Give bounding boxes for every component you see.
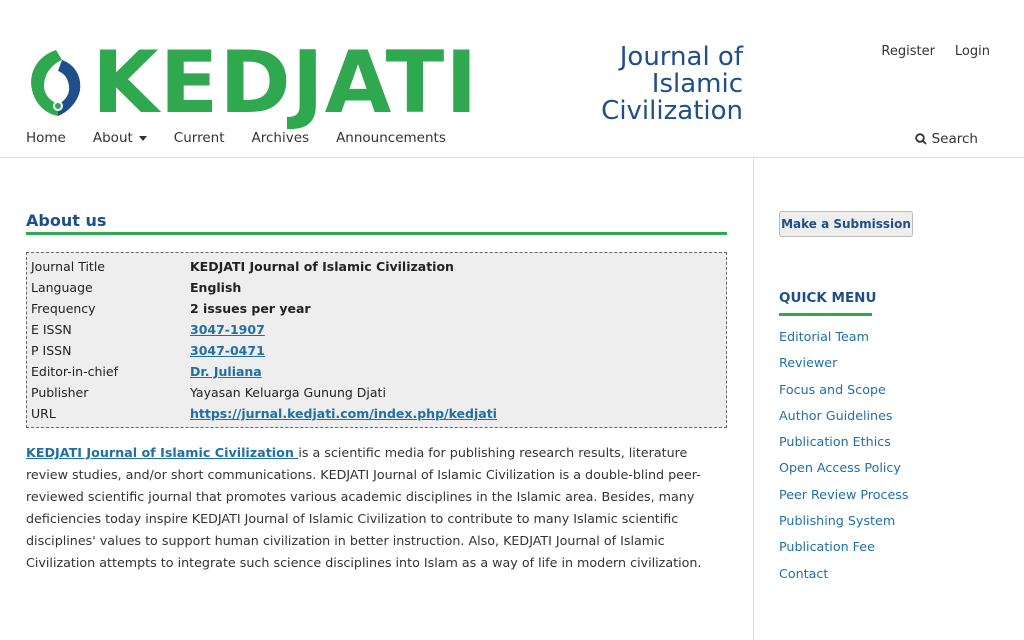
info-row: [27, 298, 726, 319]
info-row: [27, 319, 726, 340]
primary-nav: [26, 130, 446, 146]
info-row: [27, 361, 726, 382]
quick-menu-divider: [779, 313, 872, 316]
quick-menu-list: [779, 329, 909, 592]
journal-url-link[interactable]: https://jurnal.kedjati.com/index.php/kedjati: [190, 406, 497, 421]
search-label: Search: [931, 131, 978, 147]
site-header: [0, 0, 1024, 158]
user-nav: [881, 44, 990, 59]
site-logo[interactable]: [26, 33, 479, 133]
info-label: Language: [31, 280, 93, 295]
search-link[interactable]: [915, 131, 978, 147]
info-value: Yayasan Keluarga Gunung Djati: [190, 385, 386, 400]
nav-about[interactable]: [93, 130, 147, 146]
info-value: 2 issues per year: [190, 301, 311, 316]
quick-menu-item[interactable]: Editorial Team: [779, 329, 869, 344]
info-label: URL: [31, 406, 56, 421]
nav-archives[interactable]: Archives: [251, 130, 310, 146]
logo-mark-icon: [26, 46, 86, 120]
journal-info-table: [26, 252, 727, 428]
nav-announcements[interactable]: Announcements: [336, 130, 446, 146]
p-issn-link[interactable]: 3047-0471: [190, 343, 265, 358]
info-row: [27, 277, 726, 298]
info-row: [27, 403, 726, 424]
title-divider: [26, 232, 727, 235]
nav-about-label: About: [92, 130, 133, 146]
search-icon: [915, 133, 927, 145]
quick-menu-item[interactable]: Open Access Policy: [779, 460, 901, 476]
info-value: KEDJATI Journal of Islamic Civilization: [190, 259, 454, 274]
login-link[interactable]: Login: [954, 44, 990, 59]
nav-home[interactable]: Home: [26, 130, 66, 146]
description-text: is a scientific media for publishing research results, literature review studies, and/or short communications. KEDJATI Journal of Islamic Civilization is a double-blind peer-reviewed scientific journal that promotes various academic disciplines in the Islamic area. Besides, many deficiencies today inspire KEDJATI Journal of Islamic Civilization to contribute to many Islamic scientific disciplines' values to support human civilization in better instruction. Also, KEDJATI Journal of Islamic Civilization attempts to integrate such science disciplines into Islam as a way of life in modern civilization.: [26, 445, 702, 570]
tagline-line-3: Civilization: [601, 96, 743, 126]
journal-description: [26, 442, 731, 574]
quick-menu-title: QUICK MENU: [779, 290, 877, 306]
journal-tagline: [588, 44, 743, 125]
tagline-line-1: Journal of: [619, 42, 743, 72]
caret-down-icon: [139, 136, 147, 141]
info-label: Publisher: [31, 385, 89, 400]
journal-name-link[interactable]: KEDJATI Journal of Islamic Civilization: [26, 445, 299, 460]
info-label: Journal Title: [31, 259, 105, 274]
quick-menu-item[interactable]: Reviewer: [779, 355, 838, 371]
quick-menu-item[interactable]: Publishing System: [779, 513, 896, 529]
quick-menu-item[interactable]: Peer Review Process: [779, 486, 909, 502]
quick-menu-item[interactable]: Focus and Scope: [779, 381, 886, 397]
editor-in-chief-link[interactable]: Dr. Juliana: [190, 364, 262, 379]
main-content: [0, 158, 754, 640]
nav-current[interactable]: Current: [173, 130, 225, 146]
info-row: [27, 256, 726, 277]
info-value: English: [190, 280, 242, 295]
quick-menu-item[interactable]: Publication Ethics: [779, 434, 891, 450]
register-link[interactable]: Register: [881, 44, 935, 59]
info-label: Frequency: [31, 301, 96, 316]
info-label: Editor-in-chief: [31, 364, 118, 379]
logo-text: KEDJATI: [92, 33, 479, 133]
quick-menu-item[interactable]: Author Guidelines: [779, 407, 893, 423]
info-row: [27, 382, 726, 403]
quick-menu-item[interactable]: Publication Fee: [779, 539, 875, 555]
info-label: P ISSN: [31, 343, 72, 358]
info-label: E ISSN: [31, 322, 72, 337]
tagline-line-2: Islamic: [651, 69, 743, 99]
quick-menu-item[interactable]: Contact: [779, 565, 829, 581]
make-submission-button[interactable]: Make a Submission: [779, 211, 913, 237]
sidebar: [755, 158, 1024, 640]
e-issn-link[interactable]: 3047-1907: [190, 322, 265, 337]
page-title: About us: [26, 211, 107, 230]
info-row: [27, 340, 726, 361]
